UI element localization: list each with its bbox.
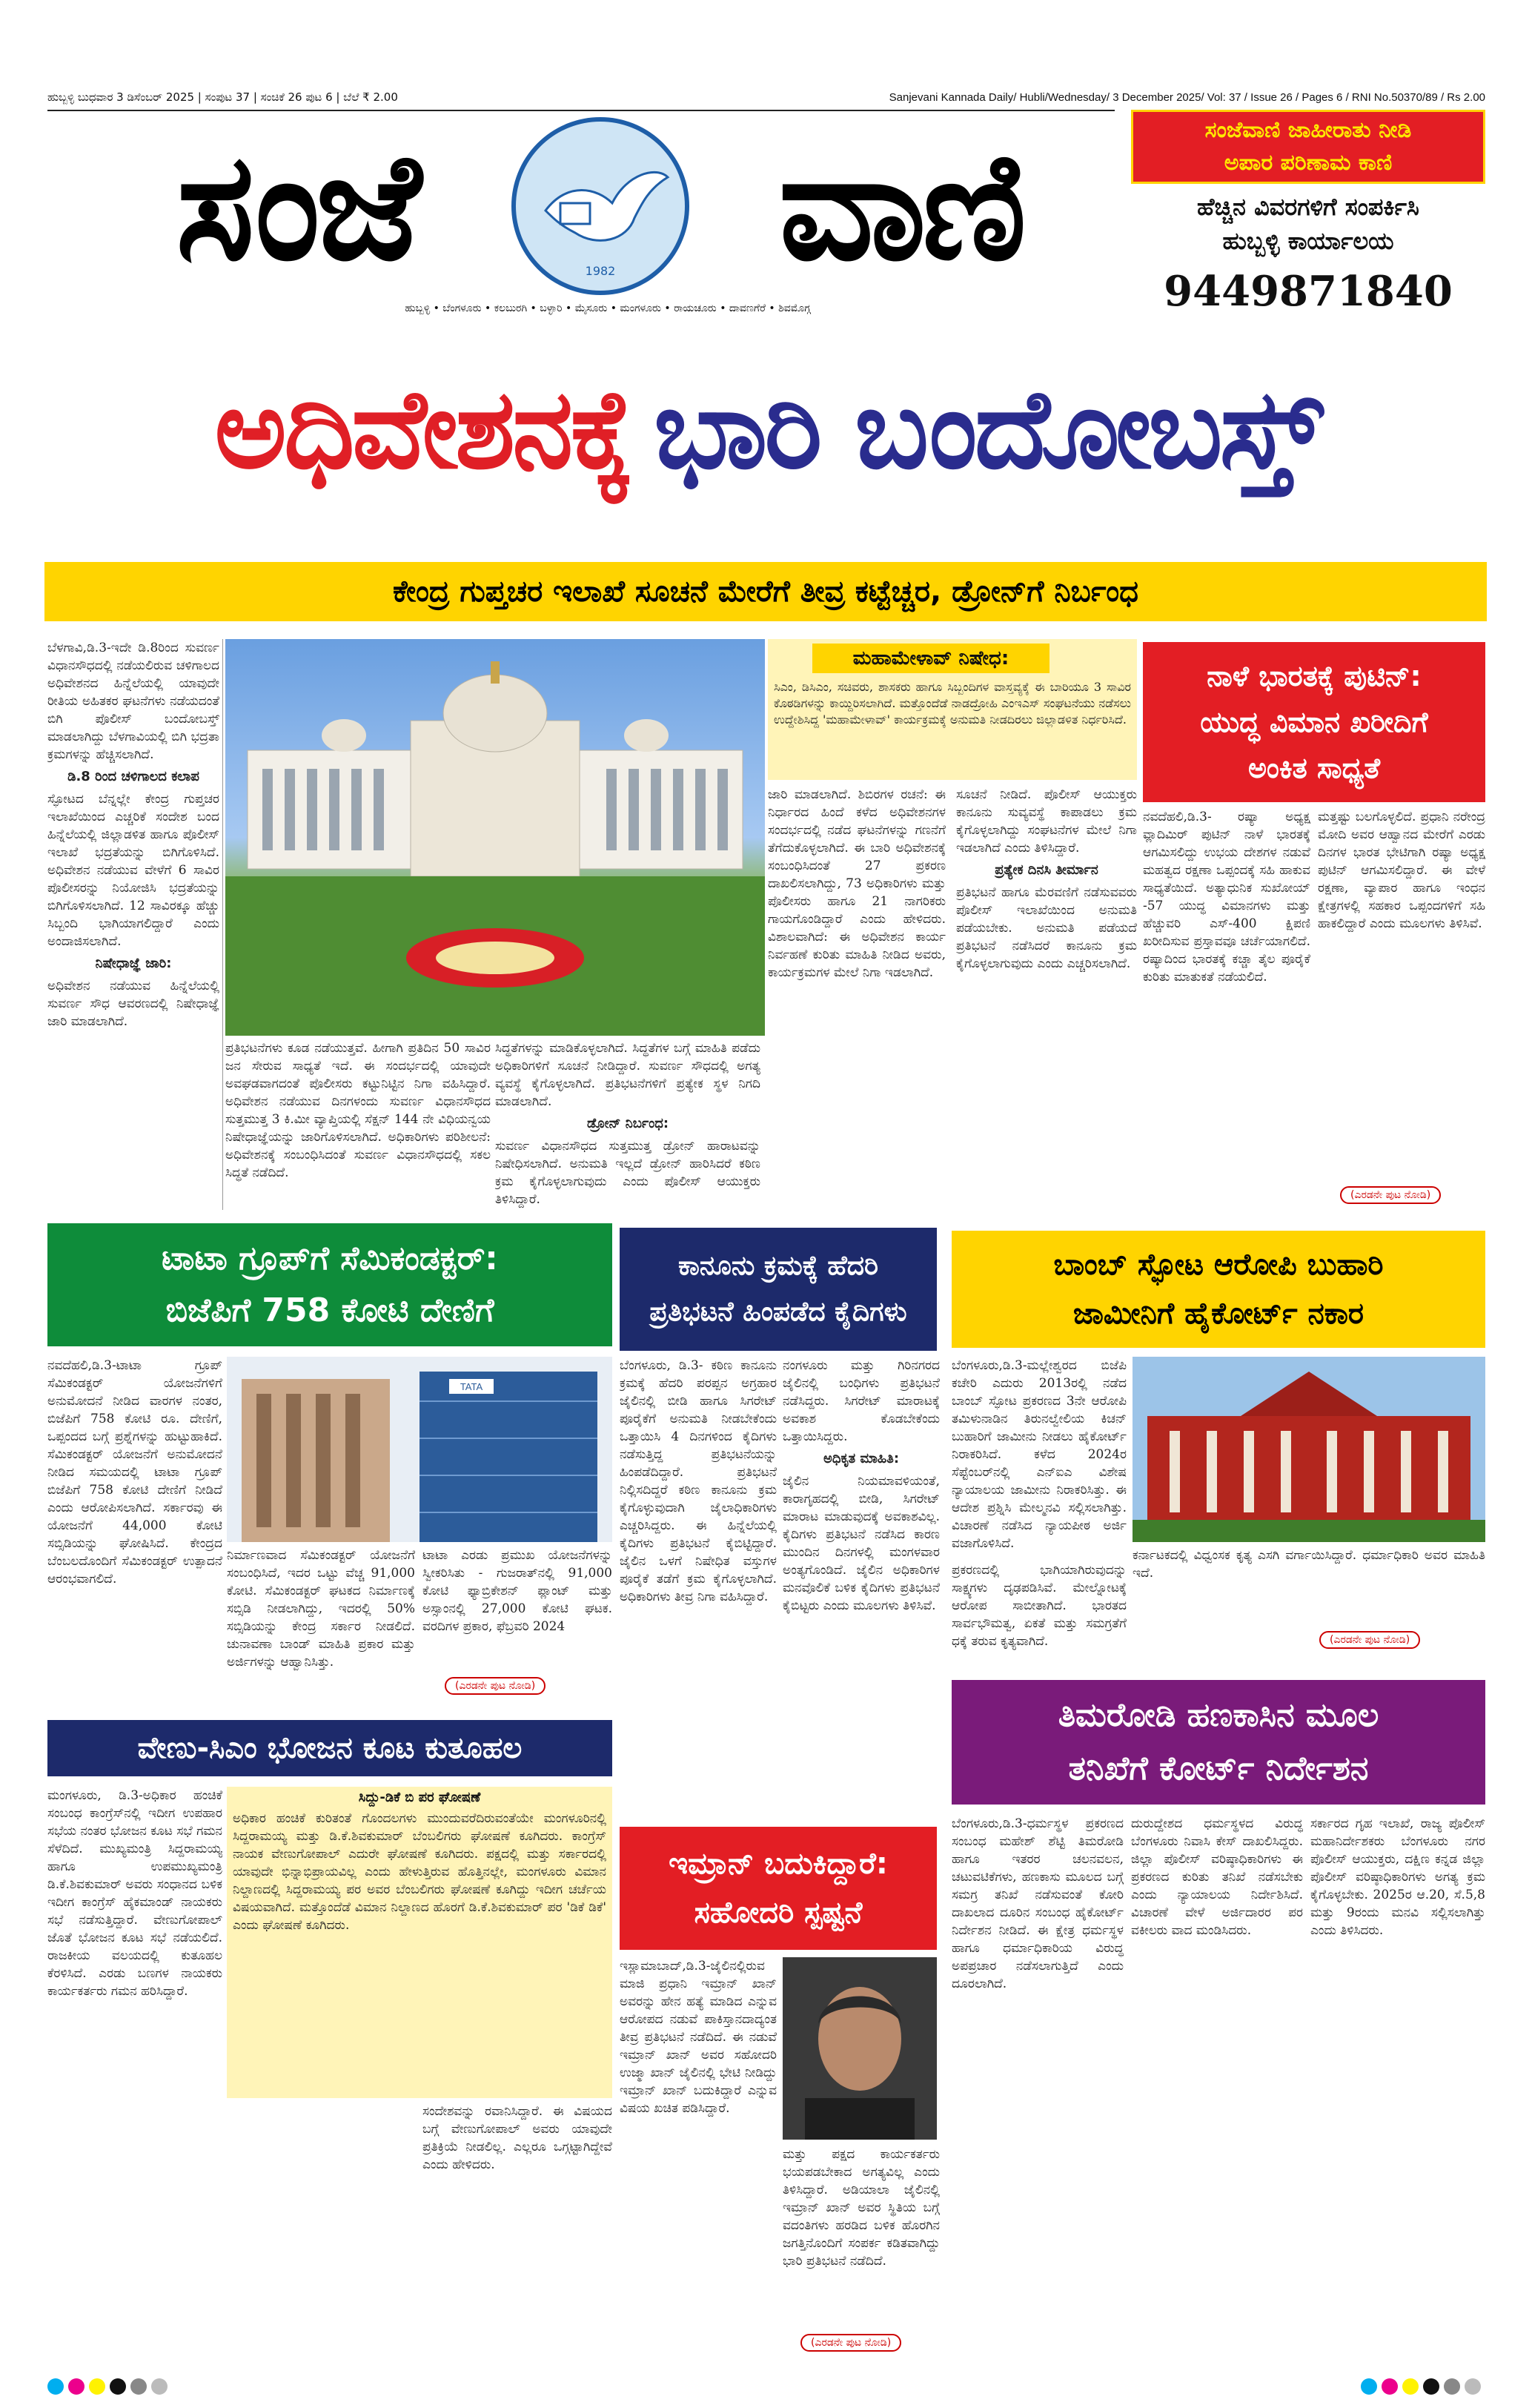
lead-headline-blue: ಭಾರಿ ಬಂದೋಬಸ್ತ್	[654, 365, 1320, 493]
date-issue-english: Sanjevani Kannada Daily/ Hubli/Wednesday/ 3 December 2025/ Vol: 37 / Issue 26 / Pages 6 / RNI No.50370/89 / Rs 2.00	[889, 90, 1485, 104]
putin-headline	[1143, 642, 1485, 802]
prisoners-col-b-subhead: ಅಧಿಕೃತ ಮಾಹಿತಿ:	[823, 1451, 900, 1466]
bomb-headline-l2: ಜಾಮೀನಿಗೆ ಹೈಕೋರ್ಟ್ ನಕಾರ	[1072, 1297, 1364, 1331]
building-image	[225, 639, 765, 1036]
color-dot	[110, 2378, 126, 2395]
lead-col1-text: ಬೆಳಗಾವಿ,ಡಿ.3-ಇದೇ ಡಿ.8ರಿಂದ ಸುವರ್ಣ ವಿಧಾನಸೌಧದಲ್ಲಿ ನಡೆಯಲಿರುವ ಚಳಿಗಾಲದ ಅಧಿವೇಶನದ ಹಿನ್ನೆಲೆಯಲ್ಲಿ ಯಾವುದೇ ರೀತಿಯ ಅಹಿತಕರ ಘಟನೆಗಳು ನಡೆಯದಂತೆ ಬಿಗಿ ಪೊಲೀಸ್ ಬಂದೋಬಸ್ತ್ ಮಾಡಲಾಗಿದ್ದು ಬೆಳಗಾವಿಯಲ್ಲಿ ಬಿಗಿ ಭದ್ರತಾ ಕ್ರಮಗಳನ್ನು ಹೆಚ್ಚಿಸಲಾಗಿದೆ.	[47, 641, 219, 762]
lead-col3	[495, 1039, 760, 1210]
mahamelava-col-b-subhead: ಪ್ರತ್ಯೇಕ ದಿನಸಿ ತೀರ್ಮಾನ	[995, 862, 1098, 878]
header-ad	[1131, 110, 1485, 325]
timarodi-col-a: ಬೆಂಗಳೂರು,ಡಿ.3-ಧರ್ಮಸ್ಥಳ ಪ್ರಕರಣದ ಸಂಬಂಧ ಮಹೇಶ್ ಶೆಟ್ಟಿ ತಿಮರೋಡಿ ಹಾಗೂ ಇತರರ ಚಲನವಲನ, ಚಟುವಟಿಕೆಗಳು, ಹಣಕಾಸು ಮೂಲದ ಬಗ್ಗೆ ಸಮಗ್ರ ತನಿಖೆ ನಡೆಸುವಂತೆ ಕೋರಿ ದಾಖಲಾದ ದೂರಿನ ಸಂಬಂಧ ಹೈಕೋರ್ಟ್ ನಿರ್ದೇಶನ ನೀಡಿದೆ. ಈ ಕ್ಷೇತ್ರ ಧರ್ಮಸ್ಥಳ ಹಾಗೂ ಧರ್ಮಾಧಿಕಾರಿಯ ವಿರುದ್ಧ ಅಪಪ್ರಚಾರ ನಡೆಸಲಾಗುತ್ತಿದೆ ಎಂದು ದೂರಲಾಗಿದೆ.	[952, 1816, 1124, 1991]
lead-headline	[44, 326, 1490, 534]
lead-strap: ಕೇಂದ್ರ ಗುಪ್ತಚರ ಇಲಾಖೆ ಸೂಚನೆ ಮೇರೆಗೆ ತೀವ್ರ ಕಟ್ಟೆಚ್ಚರ, ಡ್ರೋನ್‌ಗೆ ನಿರ್ಬಂಧ	[44, 562, 1487, 621]
venu-highlight-box	[227, 1787, 612, 2098]
putin-jump[interactable]: (ಎರಡನೇ ಪುಟ ನೋಡಿ)	[1340, 1186, 1441, 1204]
date-issue-kannada: ಹುಬ್ಬಳ್ಳಿ ಬುಧವಾರ 3 ಡಿಸೆಂಬರ್ 2025 | ಸಂಪುಟ 37 | ಸಂಚಿಕೆ 26 ಪುಟ 6 | ಬೆಲೆ ₹ 2.00	[47, 90, 398, 104]
lead-col1c-text: ಅಧಿವೇಶನ ನಡೆಯುವ ಹಿನ್ನೆಲೆಯಲ್ಲಿ ಸುವರ್ಣ ಸೌಧ ಆವರಣದಲ್ಲಿ ನಿಷೇಧಾಜ್ಞೆ ಜಾರಿ ಮಾಡಲಾಗಿದೆ.	[47, 979, 219, 1029]
venu-headline: ವೇಣು-ಸಿಎಂ ಭೋಜನ ಕೂಟ ಕುತೂಹಲ	[47, 1720, 612, 1776]
lead-col1-subhead2: ನಿಷೇಧಾಜ್ಞೆ ಜಾರಿ:	[95, 956, 172, 971]
prisoners-col-b	[783, 1357, 940, 1816]
color-dot	[1382, 2378, 1398, 2395]
putin-headline-l2: ಯುದ್ಧ ವಿಮಾನ ಖರೀದಿಗೆ	[1200, 706, 1428, 738]
mahamelava-col-b2-text: ಪ್ರತಿಭಟನೆ ಹಾಗೂ ಮೆರವಣಿಗೆ ನಡೆಸುವವರು ಪೊಲೀಸ್ ಇಲಾಖೆಯಿಂದ ಅನುಮತಿ ಪಡೆಯಬೇಕು. ಅನುಮತಿ ಪಡೆಯದೆ ಪ್ರತಿಭಟನೆ ನಡೆಸಿದರೆ ಕಾನೂನು ಕ್ರಮ ಕೈಗೊಳ್ಳಲಾಗುವುದು ಎಂದು ಎಚ್ಚರಿಸಲಾಗಿದೆ.	[956, 885, 1137, 971]
high-court-photo	[1133, 1357, 1485, 1542]
ad-banner-line1: ಸಂಜೆವಾಣಿ ಜಾಹೀರಾತು ನೀಡಿ	[1204, 117, 1412, 143]
mahamelava-col-b-text: ಸೂಚನೆ ನೀಡಿದೆ. ಪೊಲೀಸ್ ಆಯುಕ್ತರು ಕಾನೂನು ಸುವ್ಯವಸ್ಥೆ ಕಾಪಾಡಲು ಕ್ರಮ ಕೈಗೊಳ್ಳಲಾಗಿದ್ದು ಸಂಘಟನೆಗಳ ಮೇಲೆ ನಿಗಾ ಇಡಲಾಗಿದೆ ಎಂದು ತಿಳಿಸಿದ್ದಾರೆ.	[956, 787, 1137, 856]
ad-phone: 9449871840	[1164, 267, 1453, 316]
lead-col2	[225, 1039, 491, 1210]
timarodi-headline-l2: ತನಿಖೆಗೆ ಕೋರ್ಟ್ ನಿರ್ದೇಶನ	[1068, 1750, 1369, 1787]
color-dot	[151, 2378, 168, 2395]
bomb-jump[interactable]: (ಎರಡನೇ ಪುಟ ನೋಡಿ)	[1319, 1631, 1420, 1649]
putin-headline-l3: ಅಂಕಿತ ಸಾಧ್ಯತೆ	[1247, 752, 1381, 784]
lead-col3b-text: ಸುವರ್ಣ ವಿಧಾನಸೌಧದ ಸುತ್ತಮುತ್ತ ಡ್ರೋನ್ ಹಾರಾಟವನ್ನು ನಿಷೇಧಿಸಲಾಗಿದೆ. ಅನುಮತಿ ಇಲ್ಲದೆ ಡ್ರೋನ್ ಹಾರಿಸಿದರೆ ಕಠಿಣ ಕ್ರಮ ಕೈಗೊಳ್ಳಲಾಗುವುದು ಎಂದು ಪೊಲೀಸ್ ಆಯುಕ್ತರು ತಿಳಿಸಿದ್ದಾರೆ.	[495, 1139, 760, 1207]
bomb-headline-l1: ಬಾಂಬ್ ಸ್ಫೋಟ ಆರೋಪಿ ಬುಹಾರಿ	[1053, 1248, 1384, 1282]
svg-text:TATA: TATA	[460, 1381, 483, 1392]
prisoners-col-a: ಬೆಂಗಳೂರು, ಡಿ.3- ಕಠಿಣ ಕಾನೂನು ಕ್ರಮಕ್ಕೆ ಹೆದರಿ ಪರಪ್ಪನ ಅಗ್ರಹಾರ ಜೈಲಿನಲ್ಲಿ ಬೀಡಿ ಹಾಗೂ ಸಿಗರೇಟ್ ಪೂರೈಕೆಗೆ ಅನುಮತಿ ನೀಡಬೇಕೆಂದು ಒತ್ತಾಯಿಸಿ 4 ದಿನಗಳಿಂದ ಕೈದಿಗಳು ನಡೆಸುತ್ತಿದ್ದ ಪ್ರತಿಭಟನೆಯನ್ನು ಹಿಂಪಡೆದಿದ್ದಾರೆ. ಪ್ರತಿಭಟನೆ ನಿಲ್ಲಿಸದಿದ್ದರೆ ಕಠಿಣ ಕಾನೂನು ಕ್ರಮ ಕೈಗೊಳ್ಳುವುದಾಗಿ ಜೈಲಾಧಿಕಾರಿಗಳು ಎಚ್ಚರಿಸಿದ್ದರು. ಈ ಹಿನ್ನೆಲೆಯಲ್ಲಿ ಕೈದಿಗಳು ಪ್ರತಿಭಟನೆ ಕೈಬಿಟ್ಟಿದ್ದಾರೆ. ಜೈಲಿನ ಒಳಗೆ ನಿಷೇಧಿತ ವಸ್ತುಗಳ ಪೂರೈಕೆ ತಡೆಗೆ ಕ್ರಮ ಕೈಗೊಳ್ಳಲಾಗಿದೆ. ಅಧಿಕಾರಿಗಳು ತೀವ್ರ ನಿಗಾ ವಹಿಸಿದ್ದಾರೆ.	[620, 1358, 777, 1604]
timarodi-headline	[952, 1680, 1485, 1805]
timarodi-col-b: ದುರುದ್ದೇಶದ ಧರ್ಮಸ್ಥಳದ ವಿರುದ್ಧ ಬೆಂಗಳೂರು ನಿವಾಸಿ ಕೇಸ್ ದಾಖಲಿಸಿದ್ದರು. ಜಿಲ್ಲಾ ಪೊಲೀಸ್ ವರಿಷ್ಠಾಧಿಕಾರಿಗಳು ಈ ಪ್ರಕರಣದ ಕುರಿತು ತನಿಖೆ ನಡೆಸಬೇಕು ಎಂದು ನ್ಯಾಯಾಲಯ ನಿರ್ದೇಶಿಸಿದೆ. ವಿಚಾರಣೆ ವೇಳೆ ಅರ್ಜಿದಾರರ ಪರ ವಕೀಲರು ವಾದ ಮಂಡಿಸಿದರು.	[1131, 1816, 1303, 1938]
putin-col-a: ನವದೆಹಲಿ,ಡಿ.3- ರಷ್ಯಾ ಅಧ್ಯಕ್ಷ ವ್ಲಾದಿಮಿರ್ ಪುಟಿನ್ ನಾಳೆ ಭಾರತಕ್ಕೆ ಆಗಮಿಸಲಿದ್ದು ಉಭಯ ದೇಶಗಳ ನಡುವೆ ಮಹತ್ವದ ರಕ್ಷಣಾ ಒಪ್ಪಂದಕ್ಕೆ ಸಹಿ ಹಾಕುವ ಸಾಧ್ಯತೆಯಿದೆ. ಅತ್ಯಾಧುನಿಕ ಸುಖೋಯ್ -57 ಯುದ್ಧ ವಿಮಾನಗಳು ಮತ್ತು ಹೆಚ್ಚುವರಿ ಎಸ್-400 ಕ್ಷಿಪಣಿ ಖರೀದಿಸುವ ಪ್ರಸ್ತಾವವೂ ಚರ್ಚೆಯಾಗಲಿದೆ. ರಷ್ಯಾದಿಂದ ಭಾರತಕ್ಕೆ ಕಚ್ಚಾ ತೈಲ ಪೂರೈಕೆ ಕುರಿತು ಮಾತುಕತೆ ನಡೆಯಲಿದೆ.	[1143, 810, 1310, 985]
color-dot	[68, 2378, 84, 2395]
imran-col-a: ಇಸ್ಲಾಮಾಬಾದ್,ಡಿ.3-ಜೈಲಿನಲ್ಲಿರುವ ಮಾಜಿ ಪ್ರಧಾನಿ ಇಮ್ರಾನ್ ಖಾನ್ ಅವರನ್ನು ಹೇನ ಹತ್ಯೆ ಮಾಡಿದ ಎನ್ನುವ ಆರೋಪದ ನಡುವೆ ಪಾಕಿಸ್ತಾನದಾದ್ಯಂತ ತೀವ್ರ ಪ್ರತಿಭಟನೆ ನಡೆದಿದೆ. ಈ ನಡುವೆ ಇಮ್ರಾನ್ ಖಾನ್ ಅವರ ಸಹೋದರಿ ಉಜ್ಮಾ ಖಾನ್ ಜೈಲಿನಲ್ಲಿ ಭೇಟಿ ನೀಡಿದ್ದು ಇಮ್ರಾನ್ ಖಾನ್ ಬದುಕಿದ್ದಾರೆ ಎನ್ನುವ ವಿಷಯ ಖಚಿತ ಪಡಿಸಿದ್ದಾರೆ.	[620, 1959, 777, 2116]
venu-col-a: ಮಂಗಳೂರು, ಡಿ.3-ಅಧಿಕಾರ ಹಂಚಿಕೆ ಸಂಬಂಧ ಕಾಂಗ್ರೆಸ್‌ನಲ್ಲಿ ಇದೀಗ ಉಪಹಾರ ಸಭೆಯ ನಂತರ ಭೋಜನ ಕೂಟ ಸಭೆ ಗಮನ ಸೆಳೆದಿದೆ. ಮುಖ್ಯಮಂತ್ರಿ ಸಿದ್ದರಾಮಯ್ಯ ಹಾಗೂ ಉಪಮುಖ್ಯಮಂತ್ರಿ ಡಿ.ಕೆ.ಶಿವಕುಮಾರ್ ಅವರು ಸಂಧಾನದ ಬಳಿಕ ಇದೀಗ ಕಾಂಗ್ರೆಸ್ ಹೈಕಮಾಂಡ್ ನಾಯಕರು ಸಭೆ ನಡೆಸುತ್ತಿದ್ದಾರೆ. ವೇಣುಗೋಪಾಲ್ ಜೊತೆ ಭೋಜನ ಕೂಟ ಸಭೆ ನಡೆಯಲಿದೆ. ರಾಜಕೀಯ ವಲಯದಲ್ಲಿ ಕುತೂಹಲ ಕೆರಳಿಸಿದೆ. ಎರಡು ಬಣಗಳ ನಾಯಕರು ಕಾರ್ಯಕರ್ತರು ಗಮನ ಹರಿಸಿದ್ದಾರೆ.	[47, 1788, 222, 1999]
color-dot	[1402, 2378, 1419, 2395]
imran-photo	[783, 1957, 937, 2140]
venu-subhead: ಸಿದ್ದು-ಡಿಕೆ ಬಿ ಪರ ಘೋಷಣೆ	[358, 1790, 481, 1805]
lead-col3-text: ಸಿದ್ಧತೆಗಳನ್ನು ಮಾಡಿಕೊಳ್ಳಲಾಗಿದೆ. ಸಿದ್ಧತೆಗಳ ಬಗ್ಗೆ ಮಾಹಿತಿ ಪಡೆದು ಅಧಿಕಾರಿಗಳಿಗೆ ಸೂಚನೆ ನೀಡಿದ್ದಾರೆ. ಸುವರ್ಣ ಸೌಧದಲ್ಲಿ ಅಗತ್ಯ ವ್ಯವಸ್ಥೆ ಕೈಗೊಳ್ಳಲಾಗಿದೆ. ಪ್ರತಿಭಟನೆಗಳಿಗೆ ಪ್ರತ್ಯೇಕ ಸ್ಥಳ ನಿಗದಿ ಮಾಡಲಾಗಿದೆ.	[495, 1041, 760, 1109]
imran-headline-l1: ಇಮ್ರಾನ್ ಬದುಕಿದ್ದಾರೆ:	[669, 1847, 888, 1881]
color-dot	[1444, 2378, 1460, 2395]
bomb-col-b: ಪ್ರಕರಣದಲ್ಲಿ ಭಾಗಿಯಾಗಿರುವುದನ್ನು ಸಾಕ್ಷ್ಯಗಳು ದೃಢಪಡಿಸಿವೆ. ಮೇಲ್ನೋಟಕ್ಕೆ ಆರೋಪ ಸಾಬೀತಾಗಿದೆ. ಭಾರತದ ಸಾರ್ವಭೌಮತ್ವ, ಏಕತೆ ಮತ್ತು ಸಮಗ್ರತೆಗೆ ಧಕ್ಕೆ ತರುವ ಕೃತ್ಯವಾಗಿದೆ.	[952, 1563, 1127, 1649]
timarodi-headline-l1: ತಿಮರೋಡಿ ಹಣಕಾಸಿನ ಮೂಲ	[1058, 1696, 1379, 1734]
mahamelava-intro: ಸಿಎಂ, ಡಿಸಿಎಂ, ಸಚಿವರು, ಶಾಸಕರು ಹಾಗೂ ಸಿಬ್ಬಂದಿಗಳ ವಾಸ್ತವ್ಯಕ್ಕೆ ಈ ಬಾರಿಯೂ 3 ಸಾವಿರ ಕೊಠಡಿಗಳನ್ನು ಕಾಯ್ದಿರಿಸಲಾಗಿದೆ. ಮತ್ತೊಂದೆಡೆ ನಾಡದ್ರೋಹಿ ಎಂಇಎಸ್ ಸಂಘಟನೆಯು ನಡೆಸಲು ಉದ್ದೇಶಿಸಿದ್ದ 'ಮಹಾಮೇಳಾವ್' ಕಾರ್ಯಕ್ರಮಕ್ಕೆ ಅನುಮತಿ ನೀಡದಿರಲು ಜಿಲ್ಲಾಡಳಿತ ನಿರ್ಧರಿಸಿದೆ.	[774, 680, 1131, 727]
mahamelava-col-a: ಜಾರಿ ಮಾಡಲಾಗಿದೆ. ಶಿಬಿರಗಳ ರಚನೆ: ಈ ನಿರ್ಧಾರದ ಹಿಂದೆ ಕಳೆದ ಅಧಿವೇಶನಗಳ ಸಂದರ್ಭದಲ್ಲಿ ನಡೆದ ಘಟನೆಗಳನ್ನು ಗಣನೆಗೆ ತೆಗೆದುಕೊಳ್ಳಲಾಗಿದೆ. ಈ ಬಾರಿ ಅಧಿವೇಶನಕ್ಕೆ ಸಂಬಂಧಿಸಿದಂತೆ 27 ಪ್ರಕರಣ ದಾಖಲಿಸಲಾಗಿದ್ದು, 73 ಅಧಿಕಾರಿಗಳು ಮತ್ತು ಪೊಲೀಸರು ಹಾಗೂ 21 ನಾಗರಿಕರು ಗಾಯಗೊಂಡಿದ್ದಾರೆ ಎಂದು ಹೇಳಿದರು. ವಿಶಾಲವಾಗಿದೆ: ಈ ಅಧಿವೇಶನ ಕಾರ್ಯ ನಿರ್ವಹಣೆ ಕುರಿತು ಮಾಹಿತಿ ನೀಡಿದ ಅವರು, ಕಾರ್ಯಕ್ರಮಗಳ ಮೇಲೆ ನಿಗಾ ಇಡಲಾಗಿದೆ.	[768, 787, 946, 980]
masthead-logo	[511, 117, 689, 295]
tata-headline-l1: ಟಾಟಾ ಗ್ರೂಪ್‌ಗೆ ಸೆಮಿಕಂಡಕ್ಟರ್:	[162, 1240, 498, 1277]
logo-year: 1982	[585, 264, 616, 278]
venu-col-b: ಅಧಿಕಾರ ಹಂಚಿಕೆ ಕುರಿತಂತೆ ಗೊಂದಲಗಳು ಮುಂದುವರೆದಿರುವಂತೆಯೇ ಮಂಗಳೂರಿನಲ್ಲಿ ಸಿದ್ದರಾಮಯ್ಯ ಮತ್ತು ಡಿ.ಕೆ.ಶಿವಕುಮಾರ್ ಬೆಂಬಲಿಗರು ಘೋಷಣೆ ಕೂಗಿದರು. ಕಾಂಗ್ರೆಸ್ ನಾಯಕ ವೇಣುಗೋಪಾಲ್ ಎದುರೇ ಘೋಷಣೆ ಕೂಗಿದರು. ಪಕ್ಷದಲ್ಲಿ ಮತ್ತು ಸರ್ಕಾರದಲ್ಲಿ ಯಾವುದೇ ಭಿನ್ನಾಭಿಪ್ರಾಯವಿಲ್ಲ ಎಂದು ಹೇಳುತ್ತಿರುವ ಹೊತ್ತಿನಲ್ಲೇ, ಮಂಗಳೂರು ವಿಮಾನ ನಿಲ್ದಾಣದಲ್ಲಿ ಸಿದ್ದರಾಮಯ್ಯ ಪರ ಅವರ ಬೆಂಬಲಿಗರು ಘೋಷಣೆ ಕೂಗಿದ್ದು ಇದೀಗ ಚರ್ಚೆಯ ವಿಷಯವಾಗಿದೆ. ಮತ್ತೊಂದೆಡೆ ವಿಮಾನ ನಿಲ್ದಾಣದ ಹೊರಗೆ ಡಿ.ಕೆ.ಶಿವಕುಮಾರ್ ಪರ 'ಡಿಕೆ ಡಿಕೆ' ಎಂದು ಘೋಷಣೆ ಕೂಗಿದರು.	[233, 1811, 606, 1933]
tata-jump[interactable]: (ಎರಡನೇ ಪುಟ ನೋಡಿ)	[445, 1677, 546, 1695]
timarodi-col-c: ಸರ್ಕಾರದ ಗೃಹ ಇಲಾಖೆ, ರಾಜ್ಯ ಪೊಲೀಸ್ ಮಹಾನಿರ್ದೇಶಕರು ಬೆಂಗಳೂರು ನಗರ ಪೊಲೀಸ್ ಆಯುಕ್ತರು, ದಕ್ಷಿಣ ಕನ್ನಡ ಜಿಲ್ಲಾ ಪೊಲೀಸ್ ವರಿಷ್ಠಾಧಿಕಾರಿಗಳು ಅಗತ್ಯ ಕ್ರಮ ಕೈಗೊಳ್ಳಬೇಕು. 2025ರ ಆ.20, ಸೆ.5,8 ಮತ್ತು 9ರಂದು ಮನವಿ ಸಲ್ಲಿಸಲಾಗಿತ್ತು ಎಂದು ತಿಳಿಸಿದರು.	[1310, 1816, 1485, 1938]
tata-photo	[227, 1357, 612, 1542]
masthead-left: ಸಂಜೆ	[176, 121, 417, 294]
lead-col3-subhead: ಡ್ರೋನ್ ನಿರ್ಬಂಧ:	[586, 1116, 669, 1131]
ad-contact-line2: ಹುಬ್ಬಳ್ಳಿ ಕಾರ್ಯಾಲಯ	[1222, 227, 1394, 255]
lead-col1-subhead: ಡಿ.8 ರಿಂದ ಚಳಿಗಾಲದ ಕಲಾಪ	[67, 769, 199, 784]
color-dot	[1361, 2378, 1377, 2395]
top-meta-strip	[47, 87, 1485, 107]
ad-banner	[1131, 110, 1485, 184]
tata-col-c: ಟಾಟಾ ಎರಡು ಪ್ರಮುಖ ಯೋಜನೆಗಳನ್ನು ಸ್ವೀಕರಿಸಿತು - ಗುಜರಾತ್‌ನಲ್ಲಿ 91,000 ಕೋಟಿ ಫ್ಯಾಬ್ರಿಕೇಶನ್ ಪ್ಲಾಂಟ್ ಮತ್ತು ಅಸ್ಸಾಂನಲ್ಲಿ 27,000 ಕೋಟಿ ಘಟಕ. ವರದಿಗಳ ಪ್ರಕಾರ, ಫೆಬ್ರವರಿ 2024	[422, 1548, 612, 1634]
portrait-image	[783, 1957, 937, 2140]
suvarna-soudha-photo	[225, 639, 765, 1036]
tata-col-a: ನವದೆಹಲಿ,ಡಿ.3-ಟಾಟಾ ಗ್ರೂಪ್ ಸೆಮಿಕಂಡಕ್ಟರ್ ಯೋಜನೆಗಳಿಗೆ ಅನುಮೋದನೆ ನೀಡಿದ ವಾರಗಳ ನಂತರ, ಬಿಜೆಪಿಗೆ 758 ಕೋಟಿ ರೂ. ದೇಣಿಗೆ, ಒಪ್ಪಂದದ ಬಗ್ಗೆ ಪ್ರಶ್ನೆಗಳನ್ನು ಹುಟ್ಟುಹಾಕಿದೆ. ಸೆಮಿಕಂಡಕ್ಟರ್ ಯೋಜನೆಗೆ ಅನುಮೋದನೆ ನೀಡಿದ ಸಮಯದಲ್ಲಿ ಟಾಟಾ ಗ್ರೂಪ್ ಬಿಜೆಪಿಗೆ 758 ಕೋಟಿ ದೇಣಿಗೆ ನೀಡಿದೆ ಎಂದು ಆರೋಪಿಸಲಾಗಿದೆ. ಸರ್ಕಾರವು ಈ ಯೋಜನೆಗೆ 44,000 ಕೋಟಿ ಸಬ್ಸಿಡಿಯನ್ನು ಘೋಷಿಸಿದೆ. ಕೇಂದ್ರದ ಬೆಂಬಲದೊಂದಿಗೆ ಸೆಮಿಕಂಡಕ್ಟರ್ ಉತ್ಪಾದನೆ ಆರಂಭವಾಗಲಿದೆ.	[47, 1358, 222, 1587]
bomb-col-a: ಬೆಂಗಳೂರು,ಡಿ.3-ಮಲ್ಲೇಶ್ವರದ ಬಿಜೆಪಿ ಕಚೇರಿ ಎದುರು 2013ರಲ್ಲಿ ನಡೆದ ಬಾಂಬ್ ಸ್ಫೋಟ ಪ್ರಕರಣದ 3ನೇ ಆರೋಪಿ ತಮಿಳುನಾಡಿನ ತಿರುನಲ್ವೇಲಿಯ ಕಿಚನ್ ಬುಹಾರಿಗೆ ಜಾಮೀನು ನೀಡಲು ಹೈಕೋರ್ಟ್ ನಿರಾಕರಿಸಿದೆ. ಕಳೆದ 2024ರ ಸೆಪ್ಟೆಂಬರ್‌ನಲ್ಲಿ ಎನ್‌ಐಎ ವಿಶೇಷ ನ್ಯಾಯಾಲಯ ಜಾಮೀನು ನಿರಾಕರಿಸಿತ್ತು. ಈ ಆದೇಶ ಪ್ರಶ್ನಿಸಿ ಮೇಲ್ಮನವಿ ಸಲ್ಲಿಸಲಾಗಿತ್ತು. ವಿಚಾರಣೆ ನಡೆಸಿದ ನ್ಯಾಯಪೀಠ ಅರ್ಜಿ ವಜಾಗೊಳಿಸಿದೆ.	[952, 1358, 1127, 1551]
column-rule	[222, 639, 223, 1210]
imran-jump[interactable]: (ಎರಡನೇ ಪುಟ ನೋಡಿ)	[800, 2334, 901, 2352]
tata-headline	[47, 1223, 612, 1346]
ad-contact-line1: ಹೆಚ್ಚಿನ ವಿವರಗಳಿಗೆ ಸಂಪರ್ಕಿಸಿ	[1197, 193, 1419, 221]
mahamelava-box	[768, 639, 1137, 780]
bomb-headline	[952, 1231, 1485, 1348]
high-court-image	[1133, 1357, 1485, 1542]
mahamelava-title: ಮಹಾಮೇಳಾವ್ ನಿಷೇಧ:	[812, 644, 1049, 673]
prisoners-headline-l1: ಕಾನೂನು ಕ್ರಮಕ್ಕೆ ಹೆದರಿ	[677, 1251, 879, 1281]
imran-headline	[620, 1827, 937, 1950]
prisoners-col-b2-text: ಜೈಲಿನ ನಿಯಮಾವಳಿಯಂತೆ, ಕಾರಾಗೃಹದಲ್ಲಿ ಬೀಡಿ, ಸಿಗರೇಟ್ ಮಾರಾಟ ಮಾಡುವುದಕ್ಕೆ ಅವಕಾಶವಿಲ್ಲ. ಕೈದಿಗಳು ಪ್ರತಿಭಟನೆ ನಡೆಸಿದ ಕಾರಣ ಮುಂದಿನ ದಿನಗಳಲ್ಲಿ ಮಂಗಳವಾರ ಅಂತ್ಯಗೊಂಡಿದೆ. ಜೈಲಿನ ಅಧಿಕಾರಿಗಳ ಮನವೊಲಿಕೆ ಬಳಿಕ ಕೈದಿಗಳು ಪ್ರತಿಭಟನೆ ಕೈಬಿಟ್ಟರು ಎಂದು ಮೂಲಗಳು ತಿಳಿಸಿವೆ.	[783, 1474, 940, 1613]
mahamelava-col-b	[956, 786, 1137, 1208]
lead-col1b-text: ಸ್ಫೋಟದ ಬೆನ್ನಲ್ಲೇ ಕೇಂದ್ರ ಗುಪ್ತಚರ ಇಲಾಖೆಯಿಂದ ಎಚ್ಚರಿಕೆ ಸಂದೇಶ ಬಂದ ಹಿನ್ನೆಲೆಯಲ್ಲಿ ಜಿಲ್ಲಾಡಳಿತ ಹಾಗೂ ಪೊಲೀಸ್ ಇಲಾಖೆ ಭದ್ರತೆಯನ್ನು ಬಿಗಿಗೊಳಿಸಿದೆ. ಅಧಿವೇಶನ ನಡೆಯುವ ವೇಳೆಗೆ 6 ಸಾವಿರ ಪೊಲೀಸರನ್ನು ನಿಯೋಜಿಸಿ ಭದ್ರತೆಯನ್ನು ಬಿಗಿಗೊಳಿಸಲಾಗಿದೆ. 12 ಸಾವಿರಕ್ಕೂ ಹೆಚ್ಚು ಸಿಬ್ಬಂದಿ ಭಾಗಿಯಾಗಲಿದ್ದಾರೆ ಎಂದು ಅಂದಾಜಿಸಲಾಗಿದೆ.	[47, 792, 219, 949]
prisoners-headline-l2: ಪ್ರತಿಭಟನೆ ಹಿಂಪಡೆದ ಕೈದಿಗಳು	[649, 1297, 907, 1327]
color-dot	[47, 2378, 64, 2395]
imran-col-b: ಮತ್ತು ಪಕ್ಷದ ಕಾರ್ಯಕರ್ತರು ಭಯಪಡಬೇಕಾದ ಅಗತ್ಯವಿಲ್ಲ ಎಂದು ತಿಳಿಸಿದ್ದಾರೆ. ಅಡಿಯಾಲಾ ಜೈಲಿನಲ್ಲಿ ಇಮ್ರಾನ್ ಖಾನ್ ಅವರ ಸ್ಥಿತಿಯ ಬಗ್ಗೆ ವದಂತಿಗಳು ಹರಡಿದ ಬಳಿಕ ಹೊರಗಿನ ಜಗತ್ತಿನೊಂದಿಗೆ ಸಂಪರ್ಕ ಕಡಿತವಾಗಿದ್ದು ಭಾರಿ ಪ್ರತಿಭಟನೆ ನಡೆದಿದೆ.	[783, 2147, 940, 2269]
lead-headline-red: ಅಧಿವೇಶನಕ್ಕೆ	[214, 365, 632, 493]
tata-building-image	[227, 1357, 612, 1542]
tata-col-b: ನಿರ್ಮಾಣವಾದ ಸೆಮಿಕಂಡಕ್ಟರ್ ಯೋಜನೆಗೆ ಸಂಬಂಧಿಸಿದೆ, ಇದರ ಒಟ್ಟು ವೆಚ್ಚ 91,000 ಕೋಟಿ. ಸೆಮಿಕಂಡಕ್ಟರ್ ಘಟಕದ ನಿರ್ಮಾಣಕ್ಕೆ ಸಬ್ಸಿಡಿ ನೀಡಲಾಗಿದ್ದು, ಇದರಲ್ಲಿ 50% ಸಬ್ಸಿಡಿಯನ್ನು ಕೇಂದ್ರ ಸರ್ಕಾರ ನೀಡಲಿದೆ. ಚುನಾವಣಾ ಬಾಂಡ್ ಮಾಹಿತಿ ಪ್ರಕಾರ ಮತ್ತು ಅರ್ಜಿಗಳನ್ನು ಆಹ್ವಾನಿಸಿತ್ತು.	[227, 1548, 415, 1670]
color-dot	[130, 2378, 147, 2395]
ad-banner-line2: ಅಪಾರ ಪರಿಣಾಮ ಕಾಣಿ	[1224, 150, 1393, 176]
color-dot	[1423, 2378, 1439, 2395]
color-dot	[89, 2378, 105, 2395]
venu-col-c: ಸಂದೇಶವನ್ನು ರವಾನಿಸಿದ್ದಾರೆ. ಈ ವಿಷಯದ ಬಗ್ಗೆ ವೇಣುಗೋಪಾಲ್ ಅವರು ಯಾವುದೇ ಪ್ರತಿಕ್ರಿಯೆ ನೀಡಲಿಲ್ಲ. ಎಲ್ಲರೂ ಒಗ್ಗಟ್ಟಾಗಿದ್ದೇವೆ ಎಂದು ಹೇಳಿದರು.	[422, 2104, 612, 2172]
prisoners-col-b-text: ನಂಗಳೂರು ಮತ್ತು ಗಿರಿನಗರದ ಜೈಲಿನಲ್ಲಿ ಬಂಧಿಗಳು ಪ್ರತಿಭಟನೆ ನಡೆಸಿದ್ದರು. ಸಿಗರೇಟ್ ಮಾರಾಟಕ್ಕೆ ಅವಕಾಶ ಕೊಡಬೇಕೆಂದು ಒತ್ತಾಯಿಸಿದ್ದರು.	[783, 1358, 940, 1444]
tata-headline-l2: ಬಿಜೆಪಿಗೆ 758 ಕೋಟಿ ದೇಣಿಗೆ	[165, 1291, 494, 1329]
putin-col-b: ಮತ್ತಷ್ಟು ಬಲಗೊಳ್ಳಲಿದೆ. ಪ್ರಧಾನಿ ನರೇಂದ್ರ ಮೋದಿ ಅವರ ಆಹ್ವಾನದ ಮೇರೆಗೆ ಎರಡು ದಿನಗಳ ಭಾರತ ಭೇಟಿಗಾಗಿ ರಷ್ಯಾ ಅಧ್ಯಕ್ಷ ಪುಟಿನ್ ಆಗಮಿಸಲಿದ್ದಾರೆ. ಈ ವೇಳೆ ರಕ್ಷಣಾ, ವ್ಯಾಪಾರ ಹಾಗೂ ಇಂಧನ ಕ್ಷೇತ್ರಗಳಲ್ಲಿ ಸಹಕಾರ ಒಪ್ಪಂದಗಳಿಗೆ ಸಹಿ ಹಾಕಲಿದ್ದಾರೆ ಎಂದು ಮೂಲಗಳು ತಿಳಿಸಿವೆ.	[1318, 810, 1485, 931]
lead-col2-text: ಪ್ರತಿಭಟನೆಗಳು ಕೂಡ ನಡೆಯುತ್ತವೆ. ಹೀಗಾಗಿ ಪ್ರತಿದಿನ 50 ಸಾವಿರ ಜನ ಸೇರುವ ಸಾಧ್ಯತೆ ಇದೆ. ಈ ಸಂದರ್ಭದಲ್ಲಿ ಯಾವುದೇ ಅವಘಡವಾಗದಂತೆ ಪೊಲೀಸರು ಕಟ್ಟುನಿಟ್ಟಿನ ನಿಗಾ ವಹಿಸಿದ್ದಾರೆ. ಅಧಿವೇಶನ ನಡೆಯುವ ದಿನಗಳಂದು ಸುವರ್ಣ ವಿಧಾನಸೌಧದ ಸುತ್ತಮುತ್ತ 3 ಕಿ.ಮೀ ವ್ಯಾಪ್ತಿಯಲ್ಲಿ ಸೆಕ್ಷನ್ 144 ನೇ ವಿಧಿಯನ್ವಯ ನಿಷೇಧಾಜ್ಞೆಯನ್ನು ಜಾರಿಗೊಳಿಸಲಾಗಿದೆ. ಅಧಿಕಾರಿಗಳು ಪರಿಶೀಲನೆ: ಅಧಿವೇಶನಕ್ಕೆ ಸಂಬಂಧಿಸಿದಂತೆ ಸುವರ್ಣ ವಿಧಾನಸೌಧದಲ್ಲಿ ಸಕಲ ಸಿದ್ಧತೆ ನಡೆದಿದೆ.	[225, 1041, 491, 1180]
venu-col-b-continued	[227, 2103, 415, 2355]
editions-line: ಹುಬ್ಬಳ್ಳಿ • ಬೆಂಗಳೂರು • ಕಲಬುರಗಿ • ಬಳ್ಳಾರಿ • ಮೈಸೂರು • ಮಂಗಳೂರು • ರಾಯಚೂರು • ದಾವಣಗೆರೆ • ಶಿವಮೊಗ್ಗ	[405, 302, 811, 314]
putin-headline-l1: ನಾಳೆ ಭಾರತಕ್ಕೆ ಪುಟಿನ್:	[1207, 660, 1422, 692]
prisoners-headline	[620, 1228, 937, 1351]
bomb-col-c: ಕರ್ನಾಟಕದಲ್ಲಿ ವಿಧ್ವಂಸಕ ಕೃತ್ಯ ಎಸಗಿ ವರ್ಗಾಯಿಸಿದ್ದಾರೆ. ಧರ್ಮಾಧಿಕಾರಿ ಅವರ ಮಾಹಿತಿ ಇದೆ.	[1133, 1548, 1485, 1581]
masthead-right: ವಾಣಿ	[778, 121, 1023, 294]
color-dot	[1465, 2378, 1481, 2395]
imran-headline-l2: ಸಹೋದರಿ ಸ್ಪಷ್ಟನೆ	[694, 1896, 863, 1930]
